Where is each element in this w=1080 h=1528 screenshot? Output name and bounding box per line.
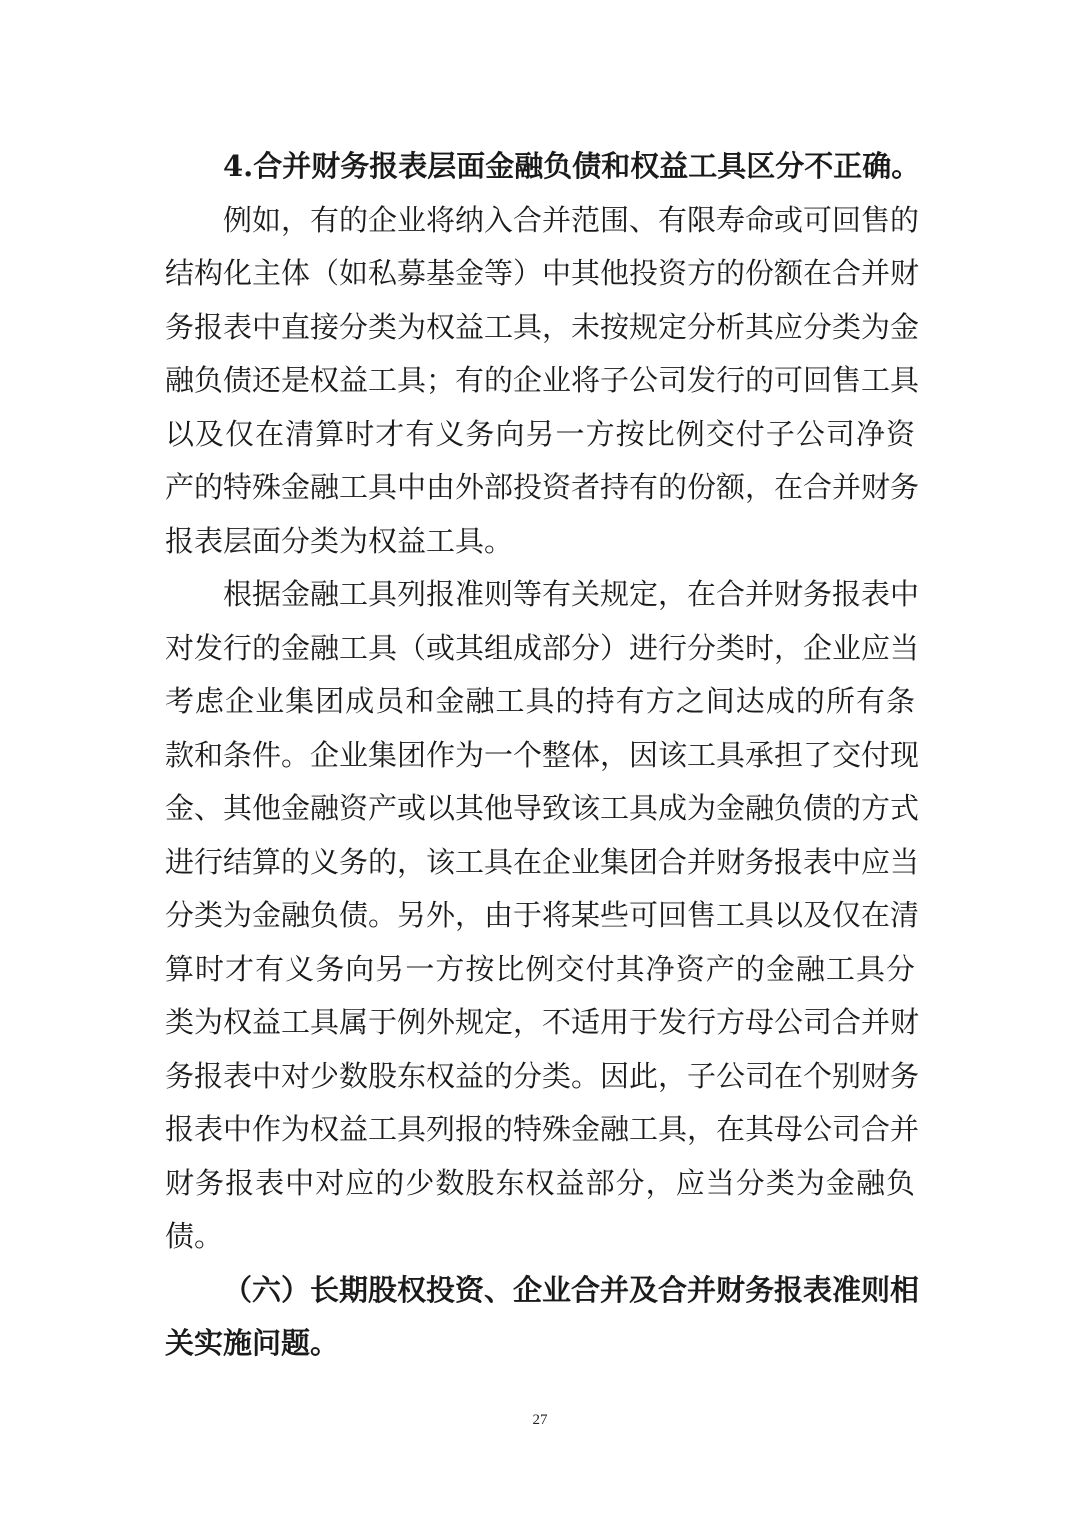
paragraph-line: 对发行的金融工具（或其组成部分）进行分类时，企业应当	[165, 630, 920, 665]
paragraph-line: 根据金融工具列报准则等有关规定，在合并财务报表中	[223, 577, 920, 611]
paragraph-line: 分类为金融负债。另外，由于将某些可回售工具以及仅在清	[165, 898, 920, 932]
paragraph-line: 报表中作为权益工具列报的特殊金融工具，在其母公司合并	[165, 1112, 920, 1146]
section-heading-line: 关实施问题。	[165, 1326, 340, 1360]
page-number: 27	[532, 1412, 548, 1428]
paragraph-line: 报表层面分类为权益工具。	[165, 523, 514, 558]
paragraph-line: 例如，有的企业将纳入合并范围、有限寿命或可回售的	[223, 202, 920, 237]
paragraph-line: 款和条件。企业集团作为一个整体，因该工具承担了交付现	[165, 737, 920, 772]
section-heading-line: （六）长期股权投资、企业合并及合并财务报表准则相	[223, 1272, 920, 1307]
paragraph-2	[165, 568, 920, 1264]
subheading-4: 4.合并财务报表层面金融负债和权益工具区分不正确。	[223, 149, 921, 183]
paragraph-line: 务报表中直接分类为权益工具，未按规定分析其应分类为金	[165, 309, 920, 344]
paragraph-line: 进行结算的义务的，该工具在企业集团合并财务报表中应当	[165, 844, 920, 879]
paragraph-line: 结构化主体（如私募基金等）中其他投资方的份额在合并财	[165, 256, 920, 290]
paragraph-line: 财务报表中对应的少数股东权益部分，应当分类为金融负	[165, 1165, 915, 1200]
paragraph-1	[165, 194, 920, 569]
paragraph-line: 务报表中对少数股东权益的分类。因此，子公司在个别财务	[165, 1058, 920, 1093]
paragraph-line: 金、其他金融资产或以其他导致该工具成为金融负债的方式	[165, 791, 920, 825]
paragraph-line: 融负债还是权益工具；有的企业将子公司发行的可回售工具	[165, 363, 920, 397]
paragraph-line: 算时才有义务向另一方按比例交付其净资产的金融工具分	[165, 951, 915, 986]
paragraph-line: 产的特殊金融工具中由外部投资者持有的份额，在合并财务	[165, 470, 920, 504]
paragraph-line: 债。	[165, 1219, 224, 1253]
document-body	[165, 140, 921, 1371]
paragraph-line: 类为权益工具属于例外规定，不适用于发行方母公司合并财	[165, 1005, 920, 1039]
section-heading-6	[165, 1264, 920, 1371]
paragraph-line: 考虑企业集团成员和金融工具的持有方之间达成的所有条	[165, 684, 915, 718]
paragraph-line: 以及仅在清算时才有义务向另一方按比例交付子公司净资	[165, 416, 915, 451]
